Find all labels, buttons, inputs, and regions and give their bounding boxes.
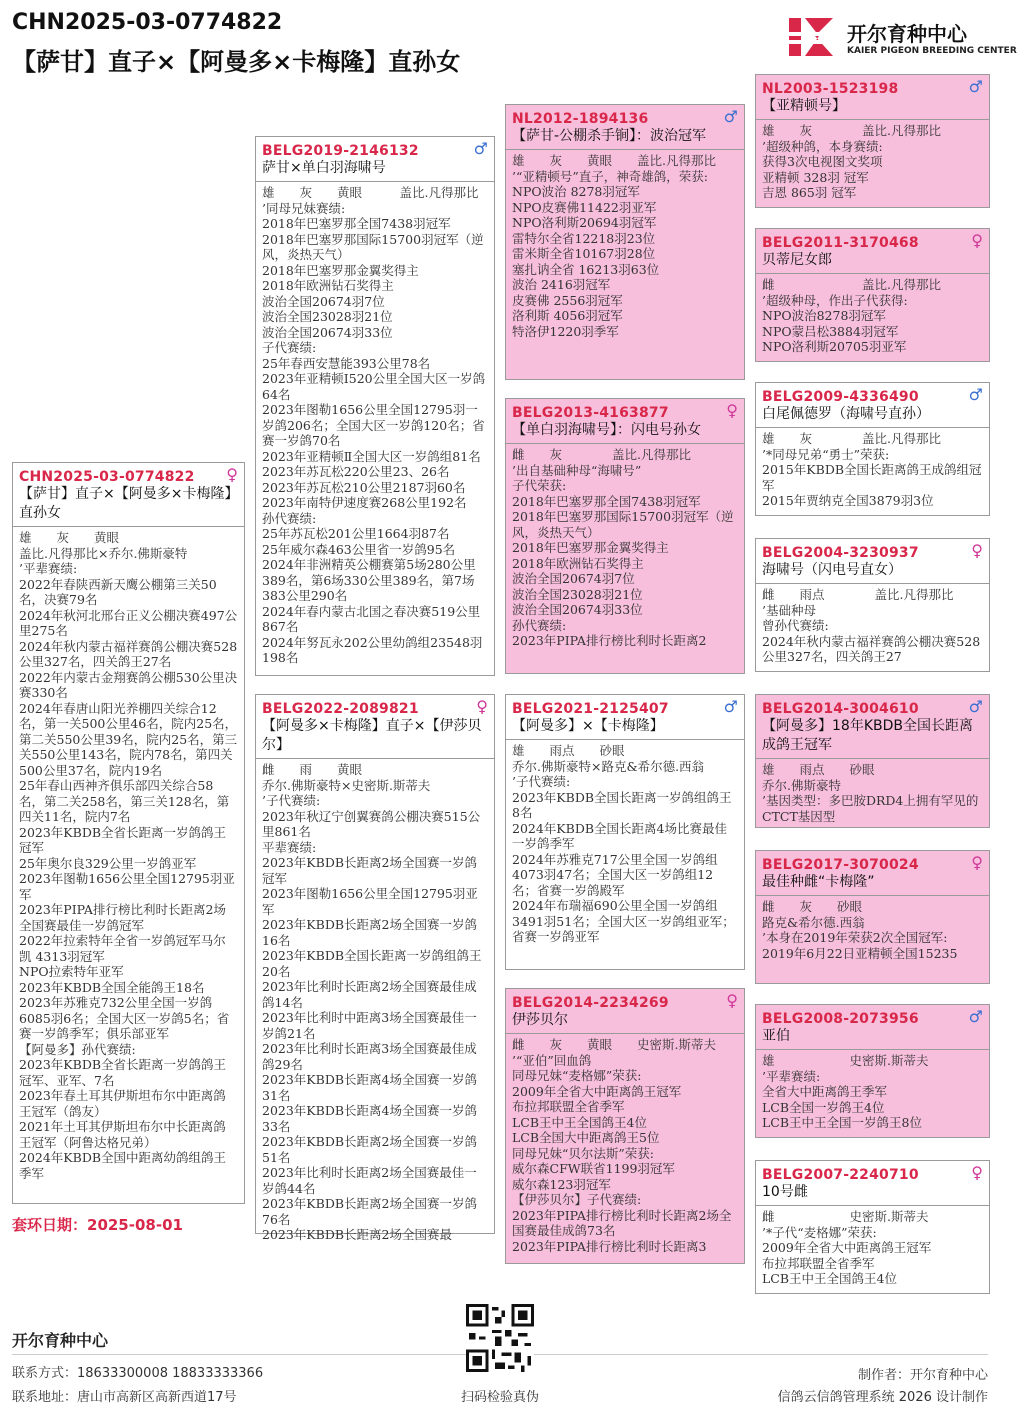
note-line: 2024年KBDB全国长距离4场比赛最佳一岁鸽季军 — [512, 820, 727, 851]
card-sire-sire — [505, 104, 745, 380]
note-line: 波治全国20674羽33位 — [262, 324, 393, 340]
note-line: 2018年巴塞罗那国际15700羽冠军（逆风，炎热天气） — [262, 231, 484, 262]
note-line: ’子代赛绩: — [262, 793, 321, 808]
system-credit: 信鸽云信鸽管理系统 2026 设计制作 — [777, 1390, 988, 1405]
note-line: 乔尔.佛斯豪特 — [762, 777, 841, 793]
note-line: 特洛伊1220羽季军 — [512, 323, 619, 339]
note-line: ’平辈赛绩: — [19, 561, 78, 576]
logo-mark-icon — [785, 14, 837, 60]
pigeon-name: 【单白羽海啸号】：闪电号孙女 — [506, 421, 744, 444]
ring-number: CHN2025-03-0774822 — [19, 469, 195, 485]
note-line: 吉恩 865羽 冠军 — [762, 185, 857, 200]
footer-phone: 联系方式：18633300008 18833333366 — [12, 1366, 264, 1381]
pigeon-name: 伊莎贝尔 — [506, 1011, 744, 1034]
note-line: 雄 雨点 砂眼 — [762, 762, 875, 777]
note-line: 2024年布瑞福690公里全国一岁鸽组3491羽51名；全国大区一岁鸽组亚军；省赛一岁鸽亚军 — [512, 898, 735, 944]
ring-number: BELG2008-2073956 — [762, 1011, 919, 1027]
note-line: 2021年土耳其伊斯坦布尔中长距离鸽王冠军（阿鲁达格兄弟） — [19, 1119, 226, 1150]
note-line: 2023年比利时中距离3场全国赛最佳一岁鸽21名 — [262, 1010, 477, 1041]
ring-number: BELG2013-4163877 — [512, 405, 669, 421]
note-line: 亚精顿 328羽 冠军 — [762, 169, 869, 185]
note-line: 布拉邦联盟全省季军 — [512, 1099, 625, 1114]
pigeon-name: 【亚精顿号】 — [756, 97, 989, 120]
note-line: 2015年贾纳克全国3879羽3位 — [762, 493, 934, 508]
pigeon-name: 亚伯 — [756, 1027, 989, 1050]
pigeon-name: 【阿曼多】18年KBDB全国长距离成鸽王冠军 — [756, 717, 989, 759]
male-icon: ♂ — [723, 107, 738, 126]
note-line: NPO皮赛佛11422羽亚军 — [512, 199, 657, 215]
pedigree-id: CHN2025-03-0774822 — [12, 10, 283, 35]
card-ggp-7 — [755, 1004, 990, 1138]
note-line: 2024年KBDB全国中距离幼鸽组鸽王季军 — [19, 1150, 227, 1181]
female-icon: ♀ — [726, 401, 738, 420]
card-ggp-1 — [755, 74, 990, 208]
ring-number: BELG2017-3070024 — [762, 857, 919, 873]
footer-address: 联系地址：唐山市高新区高新西道17号 — [12, 1390, 237, 1405]
note-line: ’平辈赛绩: — [762, 1068, 821, 1084]
note-line: 布拉邦联盟全省季军 — [762, 1255, 875, 1271]
male-icon: ♂ — [723, 697, 738, 716]
note-line: 雷米斯全省10167羽28位 — [512, 246, 656, 261]
note-line: 2024年春唐山阳光养棚四关综合12名，第一关500公里46名，院内25名，第二关550公里39名，院内25名，第三关550公里143名，院内78名，第四关500公里37名，院内19名 — [19, 700, 238, 778]
note-line: 2018年巴塞罗那金翼奖得主 — [262, 262, 419, 278]
note-line: 2023年图勒1656公里全国12795羽亚军 — [19, 871, 235, 902]
qr-caption: 扫码检验真伪 — [460, 1390, 539, 1405]
note-line: 波治全国20674羽7位 — [512, 571, 635, 586]
note-line: 雄 灰 黄眼 盖比.凡得那比 — [512, 153, 716, 168]
note-line: NPO洛利斯20694羽冠军 — [512, 215, 657, 230]
pigeon-name: 海啸号（闪电号直女） — [756, 561, 989, 584]
note-line: 波治全国20674羽7位 — [262, 293, 385, 309]
female-icon: ♀ — [726, 991, 738, 1010]
note-line: 2023年PIPA排行榜比利时长距离2 — [512, 633, 707, 648]
note-line: 洛利斯 4056羽冠军 — [512, 308, 623, 323]
note-line: 雄 史密斯.斯蒂夫 — [762, 1053, 929, 1068]
male-icon: ♂ — [473, 139, 488, 158]
pedigree-title: 【萨甘】直子×【阿曼多×卡梅隆】直孙女 — [12, 48, 461, 76]
ring-number: NL2012-1894136 — [512, 111, 649, 127]
note-line: 2009年全省大中距离鸽王冠军 — [762, 1240, 932, 1255]
note-line: 波治全国23028羽21位 — [512, 586, 643, 602]
note-line: 2022年拉索特年全省一岁鸽冠军马尔凯 4313羽冠军 — [19, 933, 226, 964]
ring-date: 套环日期：2025-08-01 — [12, 1216, 183, 1234]
note-line: 获得3次电视图文奖项 — [762, 154, 883, 169]
note-line: LCB王中王全国鸽王4位 — [762, 1271, 898, 1286]
note-line: 2024年努瓦永202公里幼鸽组23548羽198名 — [262, 634, 483, 665]
note-line: 曾孙代赛绩: — [762, 618, 829, 633]
note-line: 2018年巴塞罗那全国7438羽冠军 — [512, 493, 701, 509]
male-icon: ♂ — [968, 385, 983, 404]
note-line: 2023年KBDB全国全能鸽王18名 — [19, 979, 205, 995]
note-line: 雄 灰 黄眼 盖比.凡得那比 — [262, 185, 479, 200]
card-dam-dam — [505, 988, 745, 1264]
note-line: 2024年苏雅克717公里全国一岁鸽组4073羽47名；全国大区一岁鸽组12名；省赛一岁鸽殿军 — [512, 851, 718, 898]
card-ggp-8 — [755, 1160, 990, 1294]
card-dam — [255, 694, 495, 1242]
pigeon-notes — [13, 527, 244, 1184]
note-line: ’出自基础种母“海啸号” — [512, 462, 642, 478]
note-line: 平辈赛绩: — [262, 839, 317, 855]
ring-number: BELG2021-2125407 — [512, 701, 669, 717]
note-line: 2024年秋河北邢台正义公棚决赛497公里275名 — [19, 607, 238, 638]
note-line: 2018年巴塞罗那国际15700羽冠军（逆风，炎热天气） — [512, 509, 734, 540]
note-line: 2024年春内蒙古北国之春决赛519公里867名 — [262, 603, 481, 634]
note-line: NPO波治 8278羽冠军 — [512, 184, 640, 199]
note-line: ’*同母兄弟“勇士”荣获: — [762, 446, 890, 462]
note-line: 雌 史密斯.斯蒂夫 — [762, 1209, 929, 1224]
note-line: LCB全国一岁鸽王4位 — [762, 1099, 885, 1115]
pigeon-notes — [756, 1206, 989, 1290]
note-line: 25年奥尔良329公里一岁鸽亚军 — [19, 855, 197, 871]
note-line: 皮赛佛 2556羽冠军 — [512, 292, 623, 308]
note-line: 雌 雨 黄眼 — [262, 762, 363, 777]
note-line: 2023年亚精顿Ⅰ520公里全国大区一岁鸽64名 — [262, 371, 486, 402]
note-line: 2024年非洲精英公棚赛第5场280公里389名，第6场330公里389名，第7场383公里290名 — [262, 557, 476, 603]
ring-number: BELG2022-2089821 — [262, 701, 419, 717]
pigeon-notes — [756, 584, 989, 668]
female-icon: ♀ — [226, 465, 238, 484]
pigeon-name: 10号雌 — [756, 1183, 989, 1206]
pigeon-notes — [506, 150, 744, 342]
note-line: 子代荣获: — [512, 478, 567, 493]
note-line: 2024年秋内蒙古福祥赛鸽公棚决赛528公里327名，四关鸽王27 — [762, 633, 981, 664]
pigeon-notes — [256, 182, 494, 669]
pigeon-notes — [756, 759, 989, 827]
pigeon-name: 【阿曼多×卡梅隆】直子×【伊莎贝尔】 — [256, 717, 494, 759]
note-line: 子代赛绩: — [262, 340, 317, 355]
ring-number: BELG2004-3230937 — [762, 545, 919, 561]
note-line: ’“亚精顿号”直子，神奇雄鸽，荣获: — [512, 168, 708, 184]
pigeon-notes — [756, 1050, 989, 1134]
ring-number: NL2003-1523198 — [762, 81, 899, 97]
note-line: 2023年KBDB长距离4场全国赛一岁鸽33名 — [262, 1103, 477, 1134]
note-line: NPO波治8278羽冠军 — [762, 308, 886, 323]
ring-number: BELG2019-2146132 — [262, 143, 419, 159]
note-line: 25年春西安慧能393公里78名 — [262, 355, 431, 371]
logo-chinese-name: 开尔育种中心 — [847, 22, 967, 46]
note-line: 2022年春陕西新天鹰公棚第三关50名，决赛79名 — [19, 576, 217, 607]
note-line: 雄 灰 黄眼 — [19, 530, 120, 545]
logo-english-name: KAIER PIGEON BREEDING CENTER — [847, 46, 1017, 56]
pigeon-notes — [506, 740, 744, 948]
note-line: 2023年KBDB全省长距离一岁鸽鸽王冠军、亚军、7名 — [19, 1057, 227, 1088]
note-line: LCB王中王全国一岁鸽王8位 — [762, 1115, 923, 1130]
note-line: NPO蒙吕松3884羽冠军 — [762, 323, 899, 339]
ring-number: BELG2009-4336490 — [762, 389, 919, 405]
note-line: 雌 雨点 盖比.凡得那比 — [762, 587, 954, 602]
note-line: 2023年KBDB全国长距离一岁鸽组鸽王20名 — [262, 948, 482, 979]
pigeon-notes — [506, 1034, 744, 1257]
card-sire — [255, 136, 495, 676]
brand-logo — [785, 14, 1017, 64]
note-line: NPO洛利斯20705羽亚军 — [762, 339, 907, 354]
note-line: 2023年秋辽宁创翼赛鸽公棚决赛515公里861名 — [262, 808, 481, 839]
card-ggp-5 — [755, 694, 990, 828]
note-line: 2023年苏雅克732公里全国一岁鸽6085羽6名；全国大区一岁鸽5名；省赛一岁鸽季军；俱乐部亚军 — [19, 995, 230, 1041]
note-line: 雌 盖比.凡得那比 — [762, 277, 941, 292]
female-icon: ♀ — [971, 541, 983, 560]
note-line: 盖比.凡得那比×乔尔.佛斯豪特 — [19, 545, 188, 561]
note-line: 波治全国23028羽21位 — [262, 309, 393, 324]
note-line: ’同母兄妹赛绩: — [262, 200, 346, 216]
ring-number: BELG2007-2240710 — [762, 1167, 919, 1183]
pigeon-notes — [756, 896, 989, 964]
female-icon: ♀ — [971, 853, 983, 872]
note-line: 2009年全省大中距离鸽王冠军 — [512, 1083, 682, 1099]
note-line: 2023年KBDB长距离2场全国赛一岁鸽冠军 — [262, 855, 477, 886]
note-line: ’基因类型：多巴胺DRD4上拥有罕见的CTCT基因型 — [762, 793, 979, 824]
note-line: 2023年南特伊速度赛268公里192名 — [262, 495, 467, 510]
note-line: 乔尔.佛斯豪特×史密斯.斯蒂夫 — [262, 777, 431, 793]
note-line: 2024年秋内蒙古福祥赛鸽公棚决赛528公里327名，四关鸽王27名 — [19, 638, 238, 669]
note-line: 25年苏瓦松201公里1664羽87名 — [262, 526, 450, 541]
note-line: 【伊莎贝尔】子代赛绩: — [512, 1192, 642, 1207]
note-line: 2023年KBDB全国长距离一岁鸽组鸽王8名 — [512, 789, 732, 820]
pigeon-name: 白尾佩德罗（海啸号直孙） — [756, 405, 989, 428]
card-subject — [12, 462, 245, 1204]
ring-number: BELG2014-3004610 — [762, 701, 919, 717]
note-line: 雌 灰 黄眼 史密斯.斯蒂夫 — [512, 1037, 716, 1052]
pigeon-notes — [756, 428, 989, 512]
ring-number: BELG2014-2234269 — [512, 995, 669, 1011]
note-line: 孙代赛绩: — [512, 617, 567, 633]
note-line: ’本身在2019年荣获2次全国冠军: — [762, 930, 948, 945]
male-icon: ♂ — [968, 77, 983, 96]
note-line: 2023年比利时长距离2场全国赛最佳一岁鸽44名 — [262, 1165, 477, 1196]
note-line: LCB全国大中距离鸽王5位 — [512, 1130, 660, 1145]
note-line: NPO拉索特年亚军 — [19, 964, 124, 979]
pigeon-name: 贝蒂尼女郎 — [756, 251, 989, 274]
note-line: 2023年KBDB长距离2场全国赛最 — [262, 1227, 452, 1242]
female-icon: ♀ — [476, 697, 488, 716]
note-line: 2023年PIPA排行榜比利时长距离3 — [512, 1238, 707, 1254]
note-line: 2023年比利时长距离3场全国赛最佳成鸽29名 — [262, 1041, 477, 1072]
note-line: 雷特尔全省12218羽23位 — [512, 230, 656, 246]
pigeon-name: 萨甘×单白羽海啸号 — [256, 159, 494, 182]
note-line: 2023年KBDB长距离2场全国赛一岁鸽51名 — [262, 1134, 477, 1165]
note-line: 雌 灰 砂眼 — [762, 899, 863, 914]
female-icon: ♀ — [971, 1163, 983, 1182]
card-ggp-6 — [755, 850, 990, 984]
pigeon-name: 【阿曼多】×【卡梅隆】 — [506, 717, 744, 740]
card-dam-sire — [505, 694, 745, 970]
maker-credit: 制作者：开尔育种中心 — [857, 1368, 988, 1383]
note-line: 2023年春土耳其伊斯坦布尔中距离鸽王冠军（鸽友） — [19, 1088, 226, 1119]
note-line: 2023年PIPA排行榜比利时长距离2场全国赛最佳一岁鸽冠军 — [19, 902, 226, 933]
note-line: LCB王中王全国鸽王4位 — [512, 1114, 648, 1130]
note-line: ’超级种鸽，本身赛绩: — [762, 138, 883, 154]
note-line: 2023年苏瓦松220公里23、26名 — [262, 464, 450, 479]
note-line: 2019年6月22日亚精顿全国15235 — [762, 945, 958, 961]
note-line: 2023年苏瓦松210公里2187羽60名 — [262, 479, 466, 495]
card-ggp-3 — [755, 382, 990, 516]
note-line: ’*子代“麦格娜”荣获: — [762, 1224, 877, 1240]
note-line: 同母兄妹“贝尔法斯”荣获: — [512, 1145, 654, 1161]
pigeon-name: 【萨甘】直子×【阿曼多×卡梅隆】直孙女 — [13, 485, 244, 527]
note-line: 雄 雨点 砂眼 — [512, 743, 625, 758]
note-line: 乔尔.佛斯豪特×路克&希尔德.西翁 — [512, 758, 705, 774]
note-line: 全省大中距离鸽王季军 — [762, 1084, 888, 1099]
note-line: 2023年KBDB长距离2场全国赛一岁鸽16名 — [262, 917, 477, 948]
female-icon: ♀ — [971, 231, 983, 250]
note-line: 路克&希尔德.西翁 — [762, 914, 865, 930]
pigeon-name: 最佳种雌“卡梅隆” — [756, 873, 989, 896]
note-line: 2018年欧洲钻石奖得主 — [262, 278, 394, 293]
note-line: 同母兄妹“麦格娜”荣获: — [512, 1068, 642, 1083]
note-line: 2023年KBDB全省长距离一岁鸽鸽王冠军 — [19, 824, 227, 855]
pigeon-notes — [256, 759, 494, 1246]
note-line: 【阿曼多】孙代赛绩: — [19, 1041, 136, 1057]
note-line: 波治 2416羽冠军 — [512, 277, 611, 292]
note-line: 雄 灰 盖比.凡得那比 — [762, 431, 941, 446]
note-line: 雌 灰 盖比.凡得那比 — [512, 447, 691, 462]
note-line: 2023年PIPA排行榜比利时长距离2场全国赛最佳成鸽73名 — [512, 1207, 732, 1238]
male-icon: ♂ — [968, 697, 983, 716]
note-line: 2023年图勒1656公里全国12795羽亚军 — [262, 886, 478, 917]
note-line: ’超级种母，作出子代获得: — [762, 292, 908, 308]
note-line: ’“亚伯”回血鸽 — [512, 1052, 592, 1068]
note-line: 2015年KBDB全国长距离鸽王成鸽组冠军 — [762, 462, 982, 493]
pigeon-notes — [756, 274, 989, 358]
note-line: 威尔森CFW联省1199羽冠军 — [512, 1161, 675, 1176]
note-line: 雄 灰 盖比.凡得那比 — [762, 123, 941, 138]
card-ggp-2 — [755, 228, 990, 362]
pigeon-notes — [506, 444, 744, 652]
qr-code-icon[interactable] — [466, 1304, 534, 1372]
note-line: 孙代赛绩: — [262, 510, 317, 526]
note-line: 2023年亚精顿Ⅱ全国大区一岁鸽组81名 — [262, 448, 481, 464]
footer-org-name: 开尔育种中心 — [12, 1331, 109, 1350]
male-icon: ♂ — [968, 1007, 983, 1026]
note-line: 25年春山西神齐俱乐部四关综合58名，第二关258名，第三关128名，第四关11名，院内7名 — [19, 778, 230, 824]
note-line: 2023年比利时长距离2场全国赛最佳成鸽14名 — [262, 979, 477, 1010]
card-ggp-4 — [755, 538, 990, 672]
note-line: 2022年内蒙古金翔赛鸽公棚530公里决赛330名 — [19, 669, 238, 700]
note-line: 25年威尔森463公里省一岁鸽95名 — [262, 541, 456, 557]
note-line: 2023年KBDB长距离2场全国赛一岁鸽76名 — [262, 1196, 477, 1227]
note-line: ’基础种母 — [762, 602, 816, 618]
note-line: 2018年欧洲钻石奖得主 — [512, 555, 644, 571]
pigeon-notes — [756, 120, 989, 204]
note-line: 2023年图勒1656公里全国12795羽一岁鸽206名；全国大区一岁鸽120名；省赛一岁鸽70名 — [262, 402, 485, 448]
card-sire-dam — [505, 398, 745, 674]
note-line: 威尔森123羽冠军 — [512, 1176, 611, 1192]
note-line: 2018年巴塞罗那全国7438羽冠军 — [262, 216, 451, 231]
note-line: 波治全国20674羽33位 — [512, 602, 643, 617]
note-line: ’子代赛绩: — [512, 774, 571, 789]
pigeon-name: 【萨甘-公棚杀手锏】：波治冠军 — [506, 127, 744, 150]
note-line: 2018年巴塞罗那金翼奖得主 — [512, 540, 669, 555]
ring-number: BELG2011-3170468 — [762, 235, 919, 251]
note-line: 2023年KBDB长距离4场全国赛一岁鸽31名 — [262, 1072, 477, 1103]
note-line: 塞扎讷全省 16213羽63位 — [512, 261, 660, 277]
